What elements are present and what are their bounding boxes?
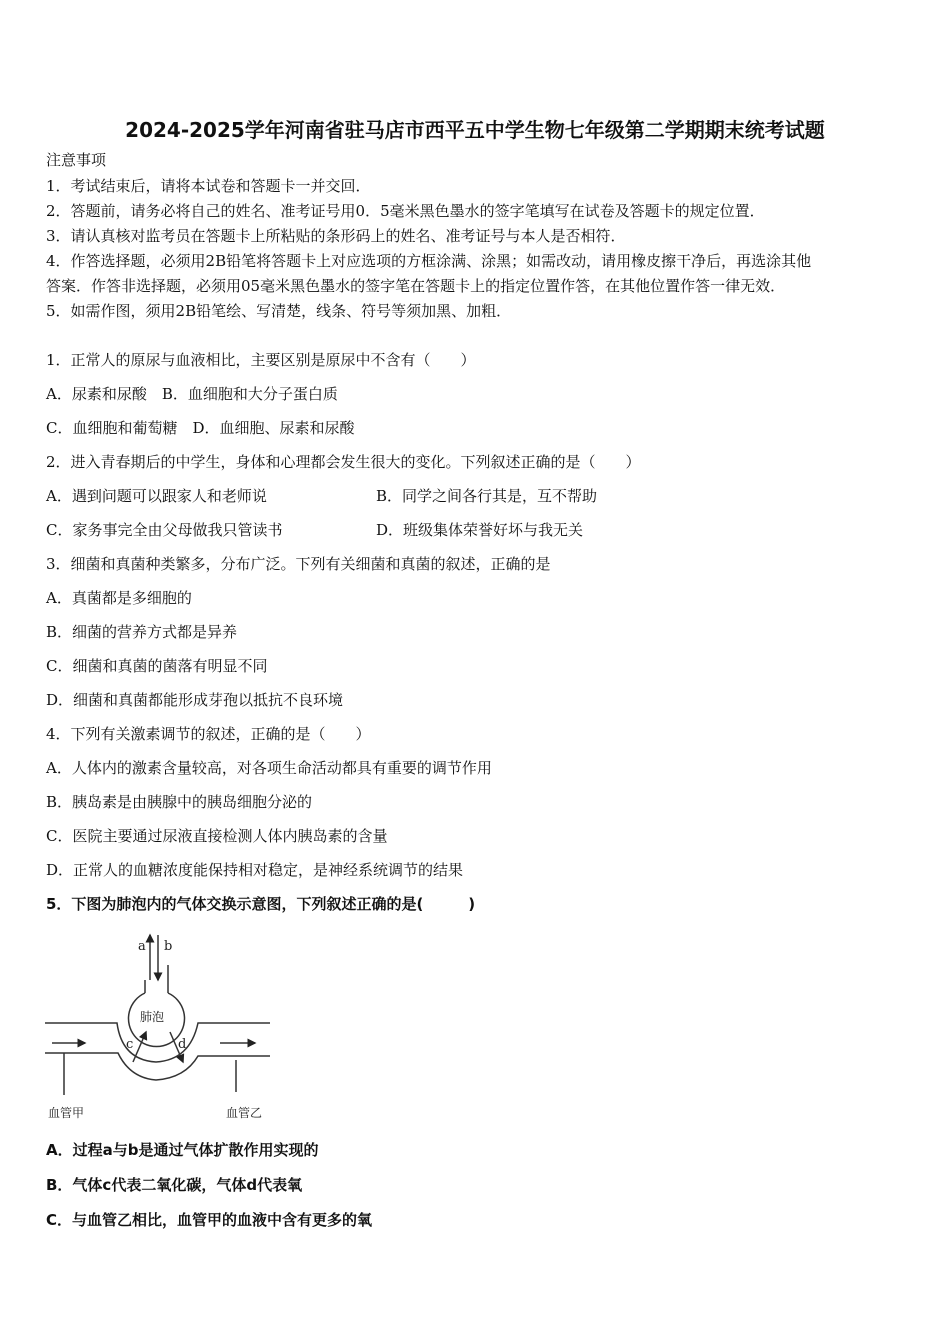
question-2-stem: 2．进入青春期后的中学生，身体和心理都会发生很大的变化。下列叙述正确的是（ ） (46, 453, 641, 471)
question-4-option: C．医院主要通过尿液直接检测人体内胰岛素的含量 (46, 827, 388, 845)
question-3-option: D．细菌和真菌都能形成芽孢以抵抗不良环境 (46, 691, 344, 709)
question-1-option: C．血细胞和葡萄糖 D．血细胞、尿素和尿酸 (46, 419, 355, 437)
notice-item: 2．答题前，请务必将自己的姓名、准考证号用0．5毫米黑色墨水的签字笔填写在试卷及答题卡的规定位置． (46, 202, 765, 220)
label-alveolus: 肺泡 (140, 1010, 165, 1024)
question-2-option-b: B．同学之间各行其是，互不帮助 (376, 487, 598, 505)
label-vessel-yi: 血管乙 (226, 1106, 263, 1120)
question-5-option: B．气体c代表二氧化碳，气体d代表氧 (46, 1176, 303, 1194)
question-4-stem: 4．下列有关激素调节的叙述，正确的是（ ） (46, 725, 371, 743)
question-5-option: C．与血管乙相比，血管甲的血液中含有更多的氧 (46, 1211, 373, 1229)
question-1-stem: 1．正常人的原尿与血液相比，主要区别是原尿中不含有（ ） (46, 351, 476, 369)
notice-item: 1．考试结束后，请将本试卷和答题卡一并交回． (46, 177, 371, 195)
question-4-option: A．人体内的激素含量较高，对各项生命活动都具有重要的调节作用 (46, 759, 492, 777)
question-4-option: B．胰岛素是由胰腺中的胰岛细胞分泌的 (46, 793, 313, 811)
question-2-option-c: C．家务事完全由父母做我只管读书 (46, 521, 283, 539)
question-3-stem: 3．细菌和真菌种类繁多，分布广泛。下列有关细菌和真菌的叙述，正确的是 (46, 555, 551, 573)
question-5-option: A．过程a与b是通过气体扩散作用实现的 (46, 1141, 319, 1159)
label-a: a (138, 939, 146, 954)
label-b: b (164, 939, 173, 954)
question-3-option: B．细菌的营养方式都是异养 (46, 623, 238, 641)
notice-item: 3．请认真核对监考员在答题卡上所粘贴的条形码上的姓名、准考证号与本人是否相符． (46, 227, 626, 245)
alveolus-gas-exchange-diagram (40, 920, 290, 1130)
page-title: 2024-2025学年河南省驻马店市西平五中学生物七年级第二学期期末统考试题 (125, 118, 825, 142)
question-3-option: A．真菌都是多细胞的 (46, 589, 192, 607)
label-c: c (126, 1037, 134, 1052)
question-4-option: D．正常人的血糖浓度能保持相对稳定，是神经系统调节的结果 (46, 861, 464, 879)
label-d: d (178, 1037, 187, 1052)
question-2-option-a: A．遇到问题可以跟家人和老师说 (46, 487, 267, 505)
question-3-option: C．细菌和真菌的菌落有明显不同 (46, 657, 268, 675)
question-5-stem: 5．下图为肺泡内的气体交换示意图，下列叙述正确的是( ) (46, 895, 476, 913)
notice-item: 5．如需作图，须用2B铅笔绘、写清楚，线条、符号等须加黑、加粗． (46, 302, 512, 320)
notice-item: 答案．作答非选择题，必须用05毫米黑色墨水的签字笔在答题卡上的指定位置作答，在其他位置作答一律无效． (46, 277, 786, 295)
notice-item: 4．作答选择题，必须用2B铅笔将答题卡上对应选项的方框涂满、涂黑；如需改动，请用橡皮擦干净后，再选涂其他 (46, 252, 812, 270)
question-1-option: A．尿素和尿酸 B．血细胞和大分子蛋白质 (46, 385, 338, 403)
label-vessel-jia: 血管甲 (48, 1106, 85, 1120)
notice-heading: 注意事项 (46, 151, 107, 169)
question-2-option-d: D．班级集体荣誉好坏与我无关 (376, 521, 584, 539)
